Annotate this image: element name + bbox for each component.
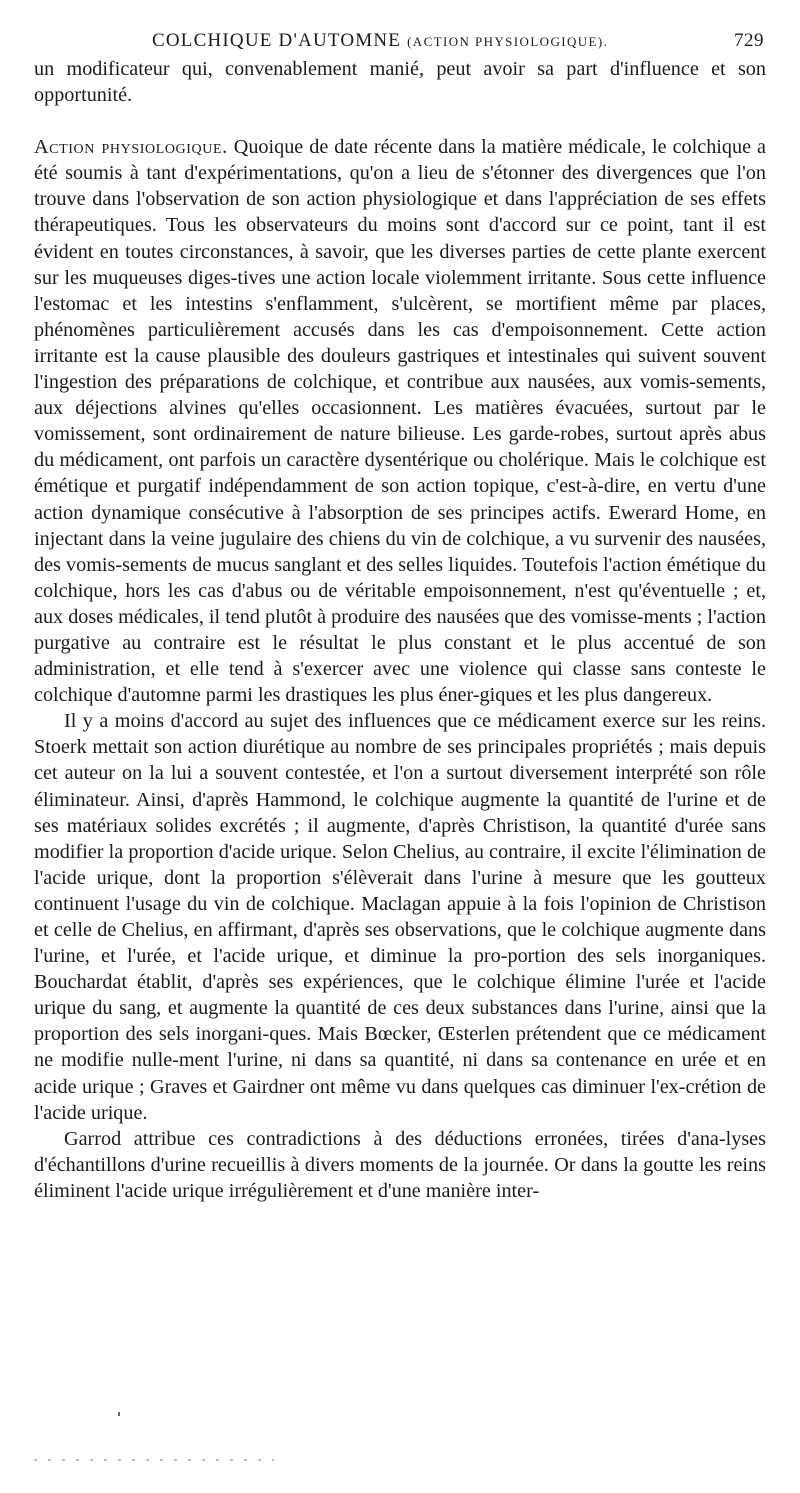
paragraph-garrod: Garrod attribue ces contradictions à des déductions erronées, tirées d'ana-lyses d'échantillons d'urine recueillis à divers moments de la journée. Or dans la goutte les reins éliminent l'acide urique irrégulièrement et d'une manière inter- bbox=[34, 1127, 766, 1202]
stray-ink-mark bbox=[118, 1412, 120, 1416]
paragraph-action-physiologique bbox=[34, 134, 766, 708]
paragraph-continuation: un modificateur qui, convenablement manié, peut avoir sa part d'influence et son opportunité. bbox=[34, 58, 766, 107]
page-number: 729 bbox=[734, 30, 764, 51]
running-head-main: COLCHIQUE D'AUTOMNE bbox=[152, 30, 402, 51]
book-page bbox=[34, 30, 766, 1204]
section-heading: Action physiologique. bbox=[34, 136, 228, 159]
running-head-section: (ACTION PHYSIOLOGIQUE). bbox=[407, 34, 609, 49]
running-head bbox=[34, 30, 766, 56]
section-gap bbox=[34, 108, 766, 134]
body-text bbox=[34, 56, 766, 1204]
paragraph-text: Quoique de date récente dans la matière médicale, le colchique a été soumis à tant d'expérimentations, qu'on a lieu de s'étonner des divergences que l'on trouve dans l'observation de son action physiologique et dans l'appréciation de ses effets thérapeutiques. Tous les observateurs du moins sont d'accord sur ce point, tant il est évident en toutes circonstances, à savoir, que les diverses parties de cette plante exercent sur les muqueuses diges-tives une action locale violemment irritante. Sous cette influence l'estomac et les intestins s'enflamment, s'ulcèrent, se mortifient même par places, phénomènes particulièrement accusés dans les cas d'empoisonnement. Cette action irritante est la cause plausible des douleurs gastriques et intestinales qui suivent souvent l'ingestion des préparations de colchique, et contribue aux nausées, aux vomis-sements, aux déjections alvines qu'elles occasionnent. Les matières évacuées, surtout par le vomissement, sont ordinairement de nature bilieuse. Les garde-robes, surtout après abus du médicament, ont parfois un caractère dysentérique ou cholérique. Mais le colchique est émétique et purgatif indépendamment de son action topique, c'est-à-dire, en vertu d'une action dynamique consécutive à l'absorption de ses principes actifs. Ewerard Home, en injectant dans la veine jugulaire des chiens du vin de colchique, a vu survenir des nausées, des vomis-sements de mucus sanglant et des selles liquides. Toutefois l'action émétique du colchique, hors les cas d'abus ou de véritable empoisonnement, n'est qu'éventuelle ; et, aux doses médicales, il tend plutôt à produire des nausées que des vomisse-ments ; l'action purgative au contraire est le résultat le plus constant et le plus accentué de son administration, et elle tend à s'exercer avec une violence qui classe sans conteste le colchique d'automne parmi les drastiques les plus éner-giques et les plus dangereux. bbox=[34, 136, 766, 707]
running-head-title bbox=[152, 30, 608, 52]
bottom-scan-specks bbox=[34, 1459, 274, 1461]
paragraph-reins: Il y a moins d'accord au sujet des influences que ce médicament exerce sur les reins. Stoerk mettait son action diurétique au nombre de ses principales propriétés ; mais depuis cet auteur on la lui a souvent contestée, et l'on a surtout diversement interprété son rôle éliminateur. Ainsi, d'après Hammond, le colchique augmente la quantité de l'urine et de ses matériaux solides excrétés ; il augmente, d'après Christison, la quantité d'urée sans modifier la proportion d'acide urique. Selon Chelius, au contraire, il excite l'élimination de l'acide urique, dont la proportion s'élèverait dans l'urine à mesure que les goutteux continuent l'usage du vin de colchique. Maclagan appuie à la fois l'opinion de Christison et celle de Chelius, en affirmant, d'après ses observations, que le colchique augmente dans l'urine, et l'urée, et l'acide urique, et diminue la pro-portion des sels inorganiques. Bouchardat établit, d'après ses expériences, que le colchique élimine l'urée et l'acide urique du sang, et augmente la quantité de ces deux substances dans l'urine, ainsi que la proportion des sels inorgani-ques. Mais Bœcker, Œsterlen prétendent que ce médicament ne modifie nulle-ment l'urine, ni dans sa quantité, ni dans sa contenance en urée et en acide urique ; Graves et Gairdner ont même vu dans quelques cas diminuer l'ex-crétion de l'acide urique. bbox=[34, 710, 766, 1124]
